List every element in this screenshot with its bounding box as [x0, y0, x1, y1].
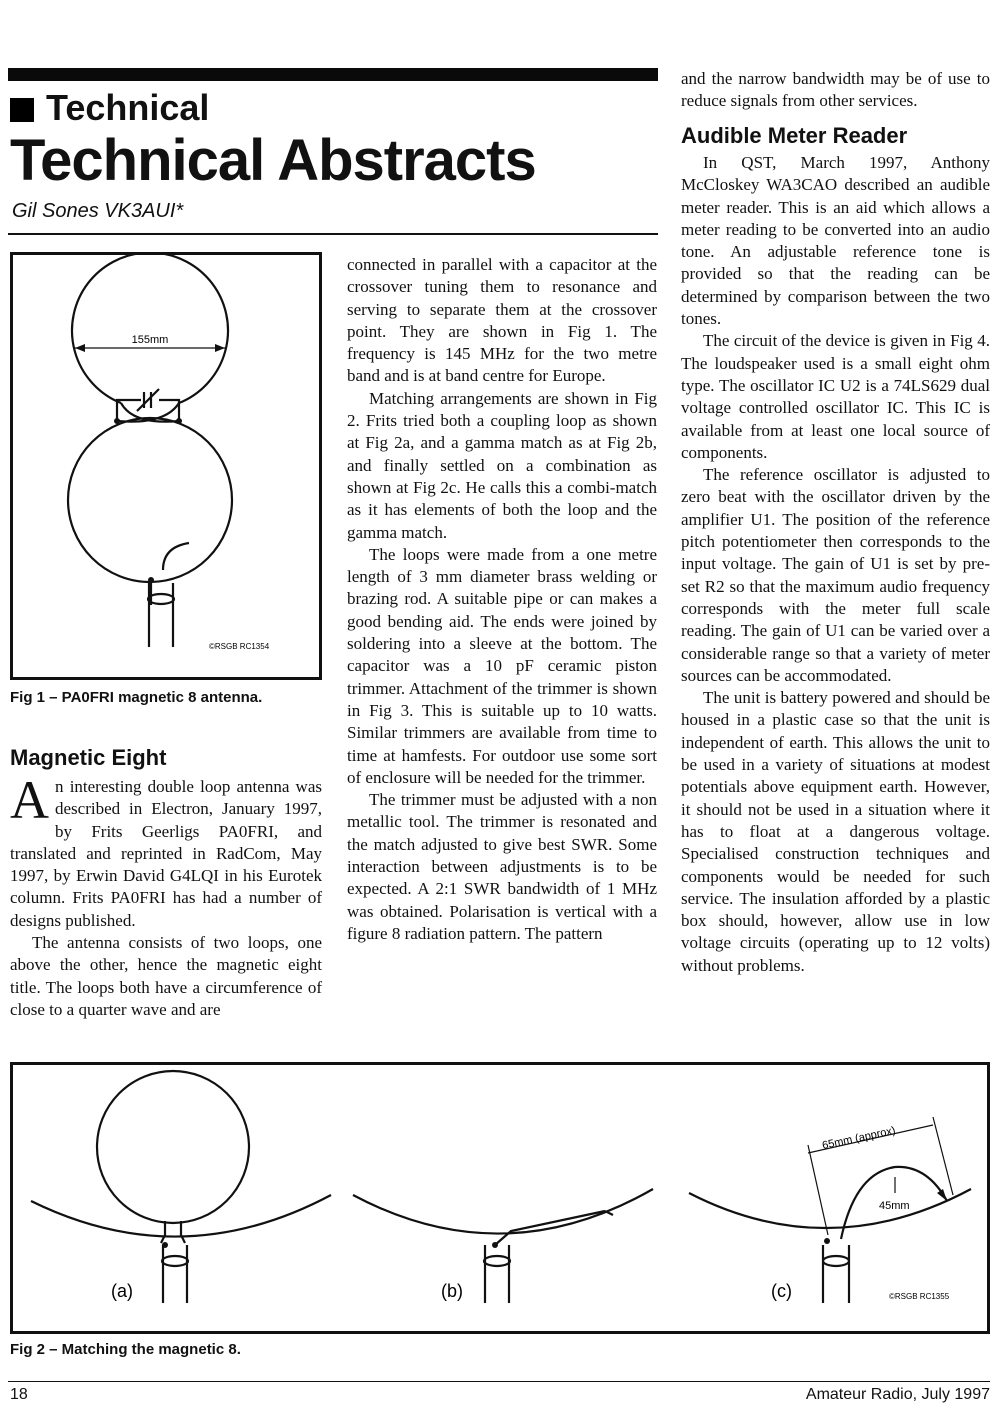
column-3 [681, 152, 990, 977]
paragraph: The unit is battery powered and should be housed in a plastic case so that the unit is independent of earth. This allows the unit to be used in a variety of situations at modest potentials above equipment earth. However, it should not be used in a situation where it has to float at a dangerous voltage. Specialised construction techniques and components would be needed for such service. The insulation afforded by a plastic box should, however, allow use in low voltage circuits (operating up to 12 volts) without problems. [681, 688, 990, 975]
title-rule [8, 233, 658, 235]
dimension-label-45: 45mm [879, 1200, 910, 1212]
paragraph: The antenna consists of two loops, one above the other, hence the magnetic eight title. The loops both have a circumference of close to a quarter wave and are [10, 933, 322, 1019]
figure-1-credit: ©RSGB RC1354 [209, 642, 270, 651]
page-title: Technical Abstracts [10, 128, 536, 193]
drop-cap: A [10, 770, 49, 830]
paragraph [10, 770, 322, 932]
heading-magnetic-eight: Magnetic Eight [10, 745, 167, 770]
figure-1-caption: Fig 1 – PA0FRI magnetic 8 antenna. [10, 689, 263, 706]
byline: Gil Sones VK3AUI* [12, 200, 184, 222]
footer-rule [8, 1381, 990, 1382]
lower-loop [68, 418, 232, 582]
column-3-top [681, 68, 990, 113]
paragraph: In QST, March 1997, Anthony McCloskey WA3CAO described an audible meter reader. This is an aid which allows a meter reading to be converted into an audio tone. An adjustable reference tone is provided so that the reading can be determined by comparison between the two tones. [681, 153, 990, 329]
column-1 [10, 770, 322, 1021]
page-number: 18 [10, 1386, 28, 1403]
section-heading [10, 88, 209, 128]
dimension-label-155: 155mm [131, 334, 169, 346]
magazine-issue: Amateur Radio, July 1997 [805, 1386, 990, 1403]
paragraph: and the narrow bandwidth may be of use to reduce signals from other services. [681, 69, 990, 111]
label-b: (b) [441, 1281, 463, 1301]
label-c: (c) [771, 1281, 792, 1301]
section-square-icon [10, 98, 34, 122]
dimension-label-65: 65mm (approx) [821, 1124, 897, 1152]
upper-loop [72, 255, 228, 403]
section-label: Technical [46, 87, 210, 128]
paragraph: The trimmer must be adjusted with a non metallic tool. The trimmer is resonated and the match adjusted to give best SWR. Some interaction between adjustments is to be expected. A 2:1 SWR bandwidth of 1 MHz was obtained. Polarisation is vertical with a figure 8 radiation pattern. The pattern [347, 790, 657, 943]
figure-2-drawing [13, 1065, 987, 1331]
paragraph: connected in parallel with a capacitor at the crossover tuning them to resonance and serving to separate them at the crossover point. They are shown in Fig 1. The frequency is 145 MHz for the two metre band and is at band centre for Europe. [347, 255, 657, 386]
figure-2 [10, 1062, 990, 1334]
paragraph: The circuit of the device is given in Fig 4. The loudspeaker used is a small eight ohm type. The oscillator IC U2 is a 74LS629 dual voltage controlled oscillator IC. This IC is available from at least one local source of components. [681, 331, 990, 462]
paragraph: Matching arrangements are shown in Fig 2. Frits tried both a coupling loop as shown at Fig 2a, and a gamma match as at Fig 2b, and finally settled on a combination as shown at Fig 2c. He calls this a combi-match as it has elements of both the loop and the gamma match. [347, 388, 657, 542]
column-2 [347, 254, 657, 945]
header-bar [8, 68, 658, 81]
heading-audible-meter-reader: Audible Meter Reader [681, 123, 908, 148]
paragraph-text: n interesting double loop antenna was described in Electron, January 1997, by Frits Geerligs PA0FRI, and translated and reprinted in RadCom, May 1997, by Erwin David G4LQI in his Eurotek column. Frits PA0FRI has had a number of designs published. [10, 777, 322, 930]
figure-1 [10, 252, 322, 680]
label-a: (a) [111, 1281, 133, 1301]
figure-1-drawing [13, 255, 319, 677]
figure-2-caption: Fig 2 – Matching the magnetic 8. [10, 1341, 241, 1358]
paragraph: The loops were made from a one metre length of 3 mm diameter brass welding or brazing rod. A suitable pipe or can makes a good bending aid. The ends were joined by soldering into a sleeve at the bottom. The capacitor was a 10 pF ceramic piston trimmer. Attachment of the trimmer is shown in Fig 3. This is suitable up to 10 watts. Similar trimmers are available from time to time at hamfests. For outdoor use some sort of enclosure will be needed for the trimmer. [347, 544, 657, 787]
figure-2-credit: ©RSGB RC1355 [889, 1292, 950, 1301]
paragraph: The reference oscillator is adjusted to zero beat with the oscillator driven by the amplifier U1. The position of the reference pitch potentiometer then corresponds to the input voltage. The gain of U1 is set by pre-set R2 so that the maximum audio frequency corresponds with the meter full scale reading. The gain of U1 can be varied over a considerable range so that a variety of meter sources can be accommodated. [681, 465, 990, 685]
